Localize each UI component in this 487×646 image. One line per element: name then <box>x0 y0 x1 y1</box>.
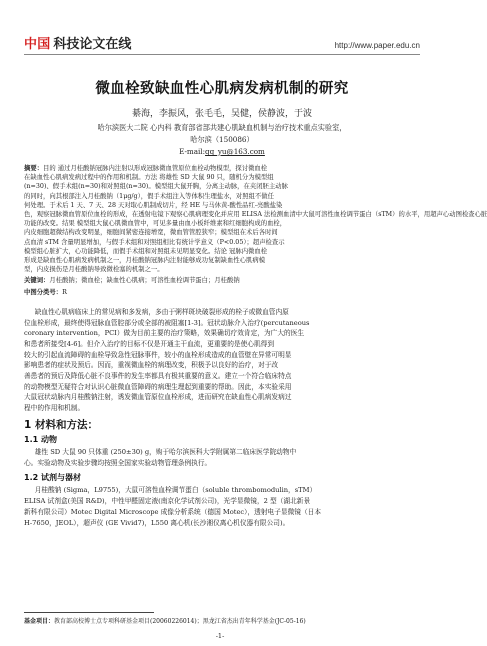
text-line: H-7650，JEOL），超声仪 (GE Vivid7)，L550 离心机(长沙湘仪离心机仪器有限公司)。 <box>24 518 290 527</box>
paper-affiliation: 哈尔滨医大二院 心内科 教育部省部共建心肌缺血机制与治疗技术重点实验室， <box>97 123 347 132</box>
paper-page <box>0 26 487 646</box>
journal-logo[interactable] <box>24 33 131 52</box>
text-line <box>24 228 420 237</box>
section-heading-1: 1 材料和方法： <box>24 418 98 431</box>
abstract-text: 在缺血性心肌病发病过程中的作用和机制。方法 将雄性 SD 大鼠 90 只，随机分为模型组 <box>24 174 274 182</box>
text-line: 雄性 SD 大鼠 90 只体重 (250±30) g，购于哈尔滨医科大学附属第二临床医学院动物中 <box>34 448 297 457</box>
abstract-label: 摘要： <box>24 165 44 172</box>
text-line: coronary intervention，PCI）做为目前主要的治疗策略，效果确切疗效肯定，为广大的医生 <box>24 329 305 338</box>
abstract-text: (n=30)、假手术组(n=30)和对照组(n=30)。模型组大鼠开胸，分离主动脉，在夹闭胚主动脉 <box>24 183 288 191</box>
site-url[interactable]: http://www.paper.edu.cn <box>334 41 420 50</box>
abstract <box>24 164 487 297</box>
intro-paragraph <box>24 307 420 414</box>
keywords-text: 月桂酸钠；微血栓；缺血性心肌病；可溶性血栓调节蛋白；月桂酸钠 <box>49 277 240 285</box>
text-line <box>24 192 420 201</box>
text-line: ELISA 试剂盒(美国 R&D)，中性甲醛固定液(南京化学试剂公司)，光学显微镜，2 型（湖北新景 <box>24 497 311 506</box>
logo-text: 科技论文在线 <box>53 37 132 52</box>
body-text <box>24 307 420 528</box>
abstract-lines <box>24 164 487 274</box>
text-line: 程中的作用和机制。 <box>24 404 85 413</box>
journal-header <box>24 26 420 55</box>
text-line <box>24 219 420 228</box>
abstract-text: 模型组心脏扩大，心功能降低，而假手术组和对照组未见明显变化。结论 冠脉内微血栓 <box>24 247 268 255</box>
animal-paragraph <box>24 447 420 468</box>
text-line: 缺血性心肌病临床上的常见病和多发病，多由于粥样斑块破裂形成的栓子或微血管内原 <box>34 307 289 316</box>
abstract-text: 色，观察冠脉微血管原位血栓的形成，在透射电镜下观察心肌病理变化并应用 ELISA 法检测血清中大鼠可溶性血栓调节蛋白（sTM）的水平，用超声心动图检查心脏 <box>24 211 487 219</box>
text-line <box>24 238 420 247</box>
abstract-text: 型，内皮损伤是月桂酸钠导致微栓塞的机制之一。 <box>24 266 164 274</box>
abstract-text: 形成是缺血性心肌病发病机制之一，月桂酸钠冠脉内注射能够成功复制缺血性心肌病模 <box>24 257 266 265</box>
paper-city-zip: 哈尔滨（150086） <box>190 135 254 144</box>
text-line: 大鼠冠状动脉内月桂酸钠注射，诱发微血管原位血栓形成，进而研究在缺血性心肌病发病过 <box>24 393 292 402</box>
abstract-text: 何处理。于术后 1 天、7 天、28 天对取心肌制成切片，经 HE 与马休黄-酸性品红-亮酸盐染 <box>24 201 283 209</box>
abstract-text: 内皮细胞超微结构改变明显，细胞间紧密连接增宽，微血管管腔狭窄；模型组在术后各时间 <box>24 229 278 237</box>
text-line <box>24 265 420 274</box>
reagent-paragraph <box>24 485 420 528</box>
paper-authors: 綦海，李振风，张毛毛，吴健，侯静波，于波 <box>131 109 312 119</box>
footnote <box>24 616 306 625</box>
paper-title: 微血栓致缺血性心肌病发病机制的研究 <box>95 81 349 97</box>
text-line <box>24 210 487 219</box>
section-heading-1-2: 1.2 试剂与器材 <box>24 472 81 482</box>
page-number: -1- <box>215 632 225 640</box>
text-line: 善患者的预后及降低心脏不良事件的发生率都具有极其重要的意义。建立一个符合临床特点 <box>24 372 292 381</box>
text-line: 月桂酸钠 (Sigma，L9755)，大鼠可溶性血栓调节蛋白（soluble thrombomodulin，sTM） <box>34 486 317 495</box>
logo-highlight: 中国 <box>24 37 51 52</box>
text-line: 较大的引起血流障碍的血栓导致急性冠脉事件，较小的血栓形成造成的血管壁在异常可明显 <box>24 350 292 359</box>
footnote-divider <box>24 612 154 613</box>
text-line: 心。实验动物及实验步骤均按照全国家实验动物管理条例执行。 <box>24 458 212 467</box>
text-line: 和患者所接受[4-6]。但介入治疗的目标不仅是开通主干血流，更重要的是使心肌得到 <box>24 339 275 348</box>
text-line: 位血栓形成，最终使得冠脉血管腔部分或全部的被阻塞[1-3]。冠状动脉介入治疗(percutaneous <box>24 318 310 327</box>
text-line <box>24 247 420 256</box>
text-line <box>24 182 420 191</box>
text-line <box>24 173 420 182</box>
text-line: 影响患者的症状及预后。因而，重视微血栓的病理改变，积极予以良好的治疗，对于改 <box>24 361 279 370</box>
abstract-text: 点血清 sTM 含量明显增加，与假手术组和对照组相比有统计学意义（P<0.05）；超声检查示 <box>24 238 285 246</box>
footnote-label: 基金项目： <box>24 618 55 625</box>
text-line <box>24 256 420 265</box>
clc-label: 中图分类号： <box>24 288 63 296</box>
keywords-line <box>24 276 420 285</box>
text-line: 的动物模型无疑符合对认识心脏微血管障碍的病理生理起到重要的帮助。因此，本实验采用 <box>24 382 292 391</box>
abstract-text: 的同时，向其根部注入月桂酸钠（1μg/g），假手术组注入等体积生理盐水，对照组不做任 <box>24 192 274 200</box>
text-line: 新科有限公司）Motec Digital Microscope 成像分析系统（德国 Motec），透射电子显微镜（日本 <box>24 507 322 516</box>
email-label: E-mail: <box>179 147 206 156</box>
abstract-text: 功能的改变。结果 模型组大鼠心肌微血管中，可见多量由血小板纤维素和红细胞构成的血栓， <box>24 220 287 228</box>
email-link[interactable]: qq_yu@163.com <box>205 147 265 156</box>
abstract-text: 目的 通过月桂酸钠冠脉内注射以形成冠脉微血管原位血栓动物模型，探讨微血栓 <box>43 165 268 172</box>
text-line <box>24 201 420 210</box>
clc-line <box>24 288 420 297</box>
paper-email-line <box>24 147 420 156</box>
keywords-label: 关键词： <box>24 277 50 285</box>
footnote-text: 教育部高校博士点专项科研基金项目(20060226014)；黑龙江省杰出青年科学基金(JC-05-16) <box>54 618 306 625</box>
section-heading-1-1: 1.1 动物 <box>24 434 57 444</box>
clc-text: R <box>62 288 67 296</box>
text-line <box>24 164 420 173</box>
